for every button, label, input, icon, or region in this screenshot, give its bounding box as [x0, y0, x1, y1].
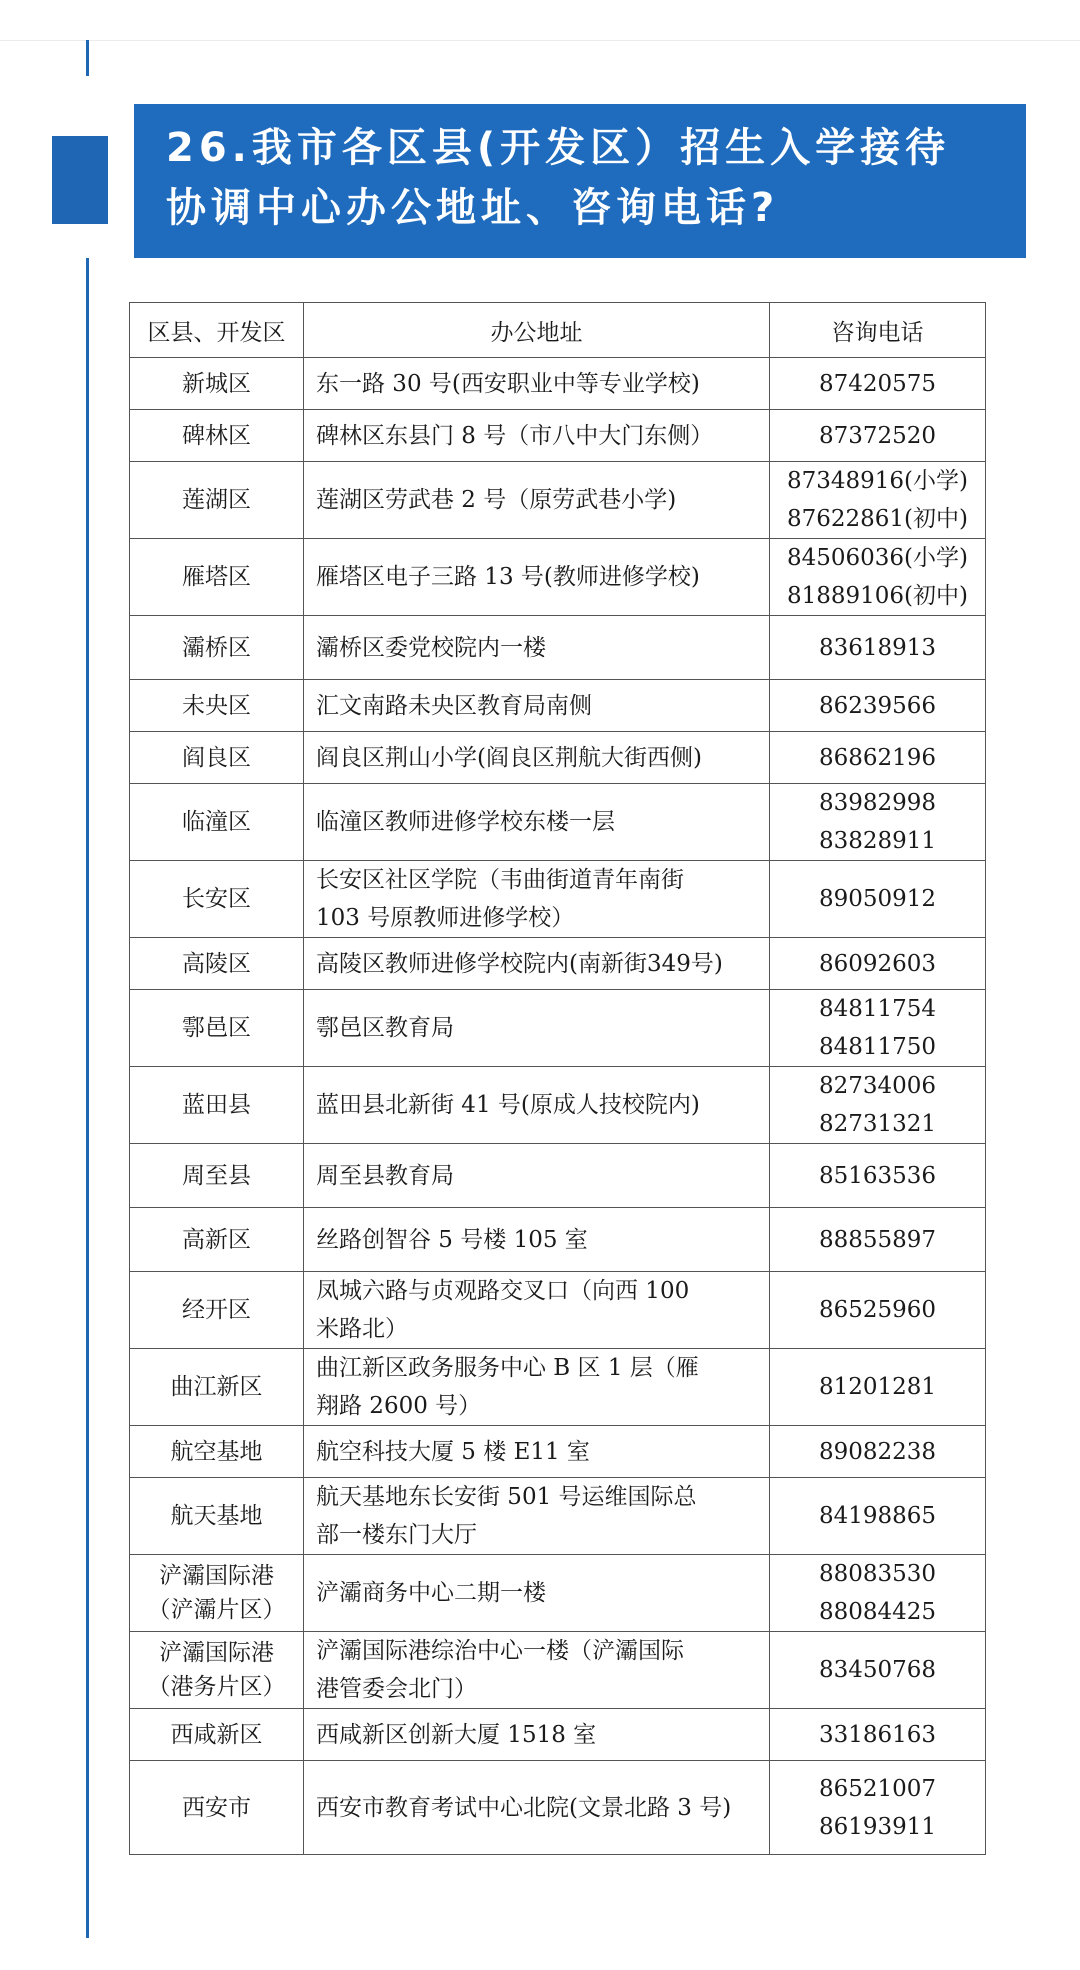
- phone-cell-line: 88855897: [818, 1226, 937, 1253]
- phone-cell-line: 87420575: [818, 370, 937, 397]
- table-row: [130, 410, 986, 462]
- address-cell: [304, 990, 770, 1067]
- table-row: [130, 462, 986, 539]
- district-cell: [130, 784, 304, 861]
- district-cell-line: 新城区: [182, 370, 251, 397]
- address-cell: [304, 861, 770, 938]
- district-cell: [130, 938, 304, 990]
- table-row: [130, 358, 986, 410]
- phone-cell-line: 89082238: [818, 1438, 937, 1465]
- phone-cell-line: 89050912: [818, 886, 937, 912]
- district-cell-line: 未央区: [182, 692, 251, 719]
- district-cell-line: 经开区: [182, 1297, 251, 1323]
- district-cell-line: 航空基地: [170, 1438, 263, 1465]
- district-cell-line: 高陵区: [182, 950, 251, 977]
- table-row: [130, 1067, 986, 1144]
- phone-cell-line: 84198865: [818, 1503, 937, 1529]
- table-row: [130, 732, 986, 784]
- table-row: [130, 1144, 986, 1208]
- address-cell-line: 蓝田县北新街 41 号(原成人技校院内): [316, 1092, 700, 1118]
- phone-cell-line: 86521007: [818, 1775, 937, 1802]
- address-cell: [304, 1067, 770, 1144]
- district-cell: [130, 410, 304, 462]
- phone-cell-line: 84506036(小学): [786, 545, 968, 571]
- phone-cell-line: 86193911: [818, 1813, 937, 1840]
- address-cell-line: 汇文南路未央区教育局南侧: [316, 692, 592, 719]
- address-cell-line: 凤城六路与贞观路交叉口（向西 100: [316, 1278, 690, 1304]
- address-cell: [304, 1555, 770, 1632]
- district-cell: [130, 1632, 304, 1709]
- address-cell-line: 曲江新区政务服务中心 B 区 1 层（雁: [316, 1355, 699, 1381]
- address-cell-line: 莲湖区劳武巷 2 号（原劳武巷小学): [316, 487, 677, 513]
- address-cell-line: 灞桥区委党校院内一楼: [316, 634, 546, 661]
- address-cell-line: 东一路 30 号(西安职业中等专业学校): [316, 370, 700, 397]
- address-cell-line: 浐灞国际港综治中心一楼（浐灞国际: [316, 1638, 684, 1664]
- district-cell: [130, 1067, 304, 1144]
- table-row: [130, 1426, 986, 1478]
- address-cell: [304, 462, 770, 539]
- district-cell-line: 莲湖区: [182, 487, 251, 513]
- address-cell-line: 周至县教育局: [316, 1162, 454, 1189]
- column-header-district: 区县、开发区: [130, 303, 304, 358]
- address-cell-line: 103 号原教师进修学校）: [316, 905, 575, 931]
- address-cell-line: 航空科技大厦 5 楼 E11 室: [316, 1438, 590, 1465]
- address-cell: [304, 1208, 770, 1272]
- phone-cell-line: 83828911: [818, 828, 937, 854]
- phone-cell: [770, 358, 986, 410]
- accent-line-main: [86, 258, 89, 1938]
- district-cell: [130, 1478, 304, 1555]
- district-cell: [130, 1761, 304, 1855]
- district-cell: [130, 990, 304, 1067]
- district-cell-line: （港务片区）: [147, 1674, 286, 1700]
- district-cell-line: （浐灞片区）: [147, 1597, 286, 1623]
- district-cell-line: 雁塔区: [182, 564, 251, 590]
- table-row: [130, 861, 986, 938]
- phone-cell: [770, 732, 986, 784]
- phone-cell-line: 84811754: [818, 996, 937, 1022]
- table-row: [130, 616, 986, 680]
- table-row: [130, 1208, 986, 1272]
- address-cell-line: 高陵区教师进修学校院内(南新街349号): [316, 950, 723, 977]
- phone-cell-line: 85163536: [818, 1162, 937, 1189]
- table-row: [130, 539, 986, 616]
- phone-cell: [770, 1632, 986, 1709]
- district-cell-line: 浐灞国际港: [159, 1640, 274, 1666]
- address-cell: [304, 616, 770, 680]
- address-cell-line: 米路北）: [316, 1316, 408, 1342]
- district-cell: [130, 1555, 304, 1632]
- district-cell: [130, 616, 304, 680]
- phone-cell: [770, 990, 986, 1067]
- district-cell-line: 灞桥区: [182, 634, 251, 661]
- phone-cell: [770, 410, 986, 462]
- address-cell-line: 港管委会北门）: [316, 1676, 477, 1702]
- phone-cell-line: 88083530: [818, 1561, 937, 1587]
- district-cell: [130, 1709, 304, 1761]
- phone-cell-line: 86239566: [818, 692, 937, 719]
- address-cell: [304, 1478, 770, 1555]
- district-cell: [130, 358, 304, 410]
- district-cell-line: 阎良区: [182, 744, 251, 771]
- address-cell: [304, 938, 770, 990]
- address-cell: [304, 1426, 770, 1478]
- address-cell: [304, 1632, 770, 1709]
- column-header-address: 办公地址: [304, 303, 770, 358]
- table-row: [130, 1761, 986, 1855]
- phone-cell: [770, 861, 986, 938]
- accent-line-top: [86, 40, 89, 76]
- question-banner: [134, 104, 1026, 258]
- phone-cell-line: 83450768: [818, 1657, 937, 1683]
- phone-cell: [770, 1426, 986, 1478]
- district-cell: [130, 1349, 304, 1426]
- district-cell-line: 临潼区: [182, 809, 251, 835]
- district-cell: [130, 732, 304, 784]
- address-cell: [304, 732, 770, 784]
- table-row: [130, 938, 986, 990]
- table-row: [130, 1632, 986, 1709]
- district-cell-line: 鄠邑区: [182, 1015, 251, 1041]
- phone-cell-line: 33186163: [818, 1721, 937, 1748]
- district-cell-line: 浐灞国际港: [159, 1563, 274, 1589]
- district-cell-line: 蓝田县: [182, 1092, 251, 1118]
- table-row: [130, 1349, 986, 1426]
- address-cell-line: 临潼区教师进修学校东楼一层: [316, 809, 615, 835]
- district-cell-line: 曲江新区: [170, 1374, 263, 1400]
- phone-cell: [770, 1144, 986, 1208]
- phone-cell: [770, 1208, 986, 1272]
- address-cell-line: 阎良区荆山小学(阎良区荆航大街西侧): [316, 744, 702, 771]
- table-row: [130, 990, 986, 1067]
- phone-cell-line: 86525960: [818, 1297, 937, 1323]
- address-cell-line: 航天基地东长安街 501 号运维国际总: [316, 1484, 697, 1510]
- district-cell: [130, 462, 304, 539]
- address-cell-line: 翔路 2600 号）: [316, 1393, 482, 1419]
- address-cell-line: 浐灞商务中心二期一楼: [316, 1580, 546, 1606]
- phone-cell: [770, 680, 986, 732]
- address-cell-line: 西咸新区创新大厦 1518 室: [316, 1721, 597, 1748]
- district-cell-line: 碑林区: [182, 422, 251, 449]
- district-cell: [130, 1426, 304, 1478]
- phone-cell: [770, 938, 986, 990]
- address-cell-line: 长安区社区学院（韦曲街道青年南街: [316, 867, 684, 893]
- address-cell: [304, 1761, 770, 1855]
- district-cell: [130, 539, 304, 616]
- district-cell-line: 周至县: [182, 1162, 251, 1189]
- phone-cell: [770, 539, 986, 616]
- table-row: [130, 1478, 986, 1555]
- phone-cell-line: 87622861(初中): [786, 506, 968, 532]
- address-cell-line: 鄠邑区教育局: [316, 1015, 454, 1041]
- phone-cell: [770, 1349, 986, 1426]
- district-cell: [130, 1144, 304, 1208]
- office-contact-table: [129, 302, 986, 1855]
- phone-cell-line: 84811750: [818, 1034, 937, 1060]
- table-header-row: [130, 303, 986, 358]
- address-cell-line: 丝路创智谷 5 号楼 105 室: [316, 1226, 588, 1253]
- phone-cell-line: 81889106(初中): [786, 583, 968, 609]
- address-cell: [304, 1272, 770, 1349]
- phone-cell: [770, 1067, 986, 1144]
- table-row: [130, 1555, 986, 1632]
- phone-cell: [770, 462, 986, 539]
- district-cell-line: 西安市: [182, 1794, 251, 1821]
- district-cell: [130, 1272, 304, 1349]
- address-cell-line: 碑林区东县门 8 号（市八中大门东侧）: [316, 422, 714, 449]
- phone-cell-line: 81201281: [818, 1374, 937, 1400]
- top-divider: [0, 40, 1080, 41]
- phone-cell-line: 86862196: [818, 744, 937, 771]
- phone-cell: [770, 616, 986, 680]
- table-body: [130, 358, 986, 1855]
- phone-cell: [770, 1709, 986, 1761]
- column-header-phone: 咨询电话: [770, 303, 986, 358]
- district-cell-line: 高新区: [182, 1226, 251, 1253]
- phone-cell-line: 82734006: [818, 1073, 937, 1099]
- phone-cell: [770, 1272, 986, 1349]
- phone-cell-line: 88084425: [818, 1599, 937, 1625]
- address-cell-line: 西安市教育考试中心北院(文景北路 3 号): [316, 1794, 732, 1821]
- address-cell: [304, 1709, 770, 1761]
- district-cell: [130, 861, 304, 938]
- district-cell-line: 航天基地: [170, 1503, 263, 1529]
- phone-cell-line: 86092603: [818, 950, 937, 977]
- address-cell-line: 雁塔区电子三路 13 号(教师进修学校): [316, 564, 700, 590]
- accent-block: [52, 136, 108, 224]
- address-cell: [304, 1144, 770, 1208]
- address-cell: [304, 539, 770, 616]
- district-cell-line: 西咸新区: [170, 1721, 263, 1748]
- table-row: [130, 784, 986, 861]
- district-cell: [130, 1208, 304, 1272]
- address-cell: [304, 680, 770, 732]
- district-cell-line: 长安区: [182, 886, 251, 912]
- phone-cell-line: 83618913: [818, 634, 937, 661]
- address-cell-line: 部一楼东门大厅: [316, 1522, 477, 1548]
- table-row: [130, 1709, 986, 1761]
- banner-title-line-1: 26.我市各区县(开发区）招生入学接待: [166, 125, 951, 171]
- phone-cell-line: 87348916(小学): [786, 468, 968, 494]
- address-cell: [304, 358, 770, 410]
- phone-cell-line: 82731321: [818, 1111, 937, 1137]
- phone-cell: [770, 784, 986, 861]
- phone-cell: [770, 1478, 986, 1555]
- address-cell: [304, 1349, 770, 1426]
- banner-title-line-2: 协调中心办公地址、咨询电话?: [166, 185, 780, 231]
- address-cell: [304, 410, 770, 462]
- phone-cell-line: 83982998: [818, 790, 937, 816]
- phone-cell: [770, 1555, 986, 1632]
- district-cell: [130, 680, 304, 732]
- phone-cell-line: 87372520: [818, 422, 937, 449]
- table-row: [130, 1272, 986, 1349]
- table-row: [130, 680, 986, 732]
- phone-cell: [770, 1761, 986, 1855]
- address-cell: [304, 784, 770, 861]
